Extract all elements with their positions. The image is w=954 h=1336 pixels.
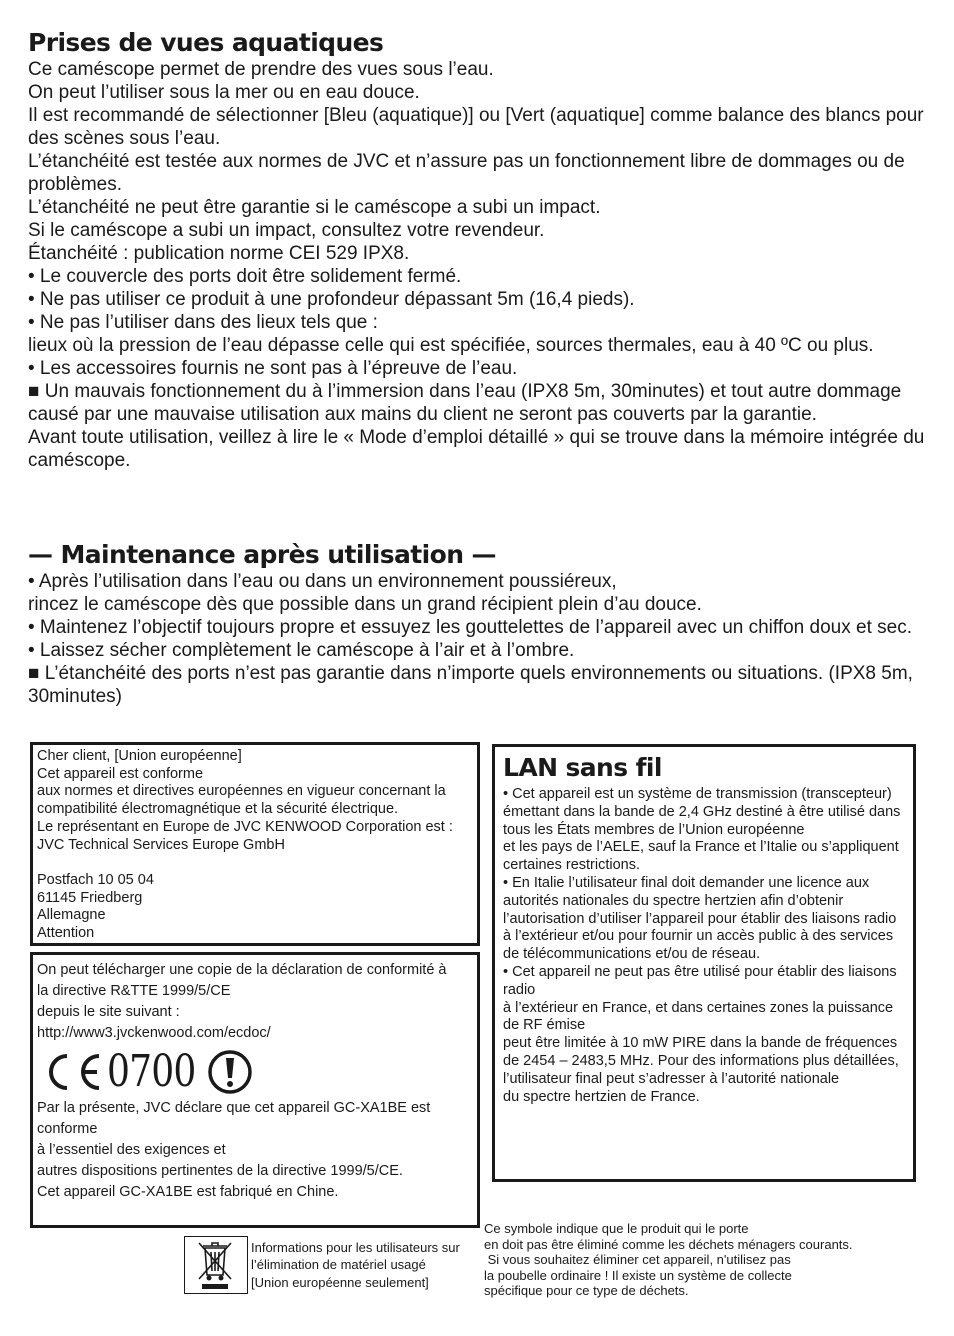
underwater-paragraph: Si le caméscope a subi un impact, consultez votre revendeur. (28, 220, 545, 241)
underwater-paragraph: Ce caméscope permet de prendre des vues sous l’eau. (28, 59, 494, 80)
wireless-lan-line: l’utilisateur final peut s’adresser à l’autorité nationale (503, 1070, 840, 1087)
conformity-marks (39, 1046, 473, 1098)
maintenance-paragraph: • Maintenez l’objectif toujours propre et essuyez les gouttelettes de l’appareil avec un chiffon doux et sec. (28, 617, 912, 638)
disposal-symbol-line: en doit pas être éliminé comme les déchets ménagers courants. (484, 1236, 853, 1252)
underwater-paragraph: • Le couvercle des ports doit être solidement fermé. (28, 266, 462, 287)
maintenance-paragraph: • Après l’utilisation dans l’eau ou dans un environnement poussiéreux, (28, 571, 617, 592)
underwater-paragraph: Étanchéité : publication norme CEI 529 IPX8. (28, 243, 410, 264)
wireless-lan-line: du spectre hertzien de France. (503, 1088, 700, 1105)
eu-notice-line: Le représentant en Europe de JVC KENWOOD Corporation est : JVC Technical Services Europe GmbH (37, 818, 453, 853)
wireless-lan-line: • En Italie l’utilisateur final doit demander une licence aux autorités nationales du spectre hertzien afin d’obtenir l’autorisation d’utiliser l’appareil pour établir des liaisons radio à l’extérieur et/ou pour fournir un accès public à des services (503, 874, 897, 945)
disposal-info-line: Informations pour les utilisateurs sur (251, 1240, 460, 1255)
disposal-symbol-line: spécifique pour ce type de déchets. (484, 1283, 689, 1299)
disposal-symbol-line: Si vous souhaitez éliminer cet appareil, n'utilisez pas (484, 1252, 791, 1268)
eu-notice-line: 61145 Friedberg (37, 889, 143, 906)
declaration-line: Cet appareil GC-XA1BE est fabriqué en Chine. (37, 1184, 339, 1200)
underwater-paragraph: Il est recommandé de sélectionner [Bleu (aquatique)] ou [Vert (aquatique] comme balance des blancs pour des scènes sous l’eau. (28, 105, 924, 149)
declaration-line: Par la présente, JVC déclare que cet appareil GC-XA1BE est conforme (37, 1100, 431, 1137)
wireless-lan-title: LAN sans fil (503, 753, 662, 782)
maintenance-paragraph: • Laissez sécher complètement le caméscope à l’air et à l’ombre. (28, 640, 575, 661)
declaration-box (30, 952, 480, 1228)
underwater-title: Prises de vues aquatiques (28, 28, 384, 57)
disposal-symbol-explanation (484, 1221, 934, 1299)
crossed-out-wheelie-bin-icon (184, 1236, 248, 1294)
ce-mark-icon (39, 1052, 105, 1092)
maintenance-paragraph: ■ L’étanchéité des ports n’est pas garantie dans n’importe quels environnements ou situations. (IPX8 5m, 30minutes) (28, 663, 913, 707)
wireless-lan-line: • Cet appareil ne peut pas être utilisé pour établir des liaisons radio (503, 963, 897, 998)
eu-notice-line: Cher client, [Union européenne] (37, 748, 242, 764)
eu-notice-line: Attention (37, 925, 95, 942)
declaration-link[interactable]: http://www3.jvckenwood.com/ecdoc/ (37, 1025, 271, 1041)
eu-notice-line: Cet appareil est conforme (37, 765, 204, 782)
underwater-section (28, 28, 928, 472)
wireless-lan-line: • Cet appareil est un système de transmission (transcepteur) émettant dans la bande de 2,4 GHz destiné à être utilisé dans tous les États membres de l’Union européenne (503, 786, 901, 838)
underwater-paragraph: L’étanchéité ne peut être garantie si le caméscope a subi un impact. (28, 197, 601, 218)
declaration-line: depuis le site suivant : (37, 1004, 180, 1020)
maintenance-section (28, 540, 928, 708)
underwater-body (28, 58, 928, 472)
underwater-paragraph: Avant toute utilisation, veillez à lire le « Mode d’emploi détaillé » qui se trouve dans la mémoire intégrée du caméscope. (28, 427, 925, 471)
eu-notice-line: Postfach 10 05 04 (37, 871, 154, 888)
declaration-line: autres dispositions pertinentes de la directive 1999/5/CE. (37, 1163, 403, 1179)
maintenance-body (28, 570, 928, 708)
disposal-info-line: l’élimination de matériel usagé (251, 1257, 426, 1273)
wireless-lan-line: à l’extérieur en France, et dans certaines zones la puissance de RF émise (503, 999, 894, 1034)
underwater-paragraph: lieux où la pression de l’eau dépasse celle qui est spécifiée, sources thermales, eau à 40 ºC ou plus. (28, 335, 874, 356)
disposal-info (251, 1239, 491, 1291)
eu-notice-line: aux normes et directives européennes en vigueur concernant la compatibilité électromagnétique et la sécurité électrique. (37, 783, 446, 818)
eu-notice-spacer (37, 854, 473, 872)
underwater-paragraph: • Les accessoires fournis ne sont pas à l’épreuve de l’eau. (28, 358, 518, 379)
underwater-paragraph: • Ne pas utiliser ce produit à une profondeur dépassant 5m (16,4 pieds). (28, 289, 635, 310)
eu-notice-line: Allemagne (37, 907, 106, 924)
alert-mark-icon (207, 1049, 253, 1095)
wireless-lan-line: de 2454 – 2483,5 MHz. Pour des informations plus détaillées, (503, 1052, 899, 1069)
declaration-line: à l’essentiel des exigences et (37, 1142, 226, 1158)
maintenance-paragraph: rincez le caméscope dès que possible dans un grand récipient plein d’au douce. (28, 594, 702, 615)
disposal-symbol-line: Ce symbole indique que le produit qui le porte (484, 1221, 749, 1236)
declaration-line: On peut télécharger une copie de la déclaration de conformité à (37, 962, 447, 978)
wireless-lan-line: et les pays de l’AELE, sauf la France et l’Italie ou s’appliquent certaines restrictions. (503, 839, 899, 874)
notified-body-number: 0700 (107, 1046, 196, 1097)
declaration-line: la directive R&TTE 1999/5/CE (37, 983, 231, 999)
eu-notice-box (30, 742, 480, 946)
underwater-paragraph: L’étanchéité est testée aux normes de JVC et n’assure pas un fonctionnement libre de dommages ou de problèmes. (28, 151, 905, 195)
wireless-lan-line: peut être limitée à 10 mW PIRE dans la bande de fréquences (503, 1035, 898, 1052)
underwater-paragraph: ■ Un mauvais fonctionnement du à l’immersion dans l’eau (IPX8 5m, 30minutes) et tout autre dommage causé par une mauvaise utilisation aux mains du client ne seront pas couverts par la garantie. (28, 381, 902, 425)
underwater-paragraph: On peut l’utiliser sous la mer ou en eau douce. (28, 82, 420, 103)
underwater-paragraph: • Ne pas l’utiliser dans des lieux tels que : (28, 312, 378, 333)
maintenance-title: — Maintenance après utilisation — (28, 540, 496, 569)
disposal-symbol-line: la poubelle ordinaire ! Il existe un système de collecte (484, 1267, 792, 1283)
wireless-lan-box (492, 744, 916, 1182)
disposal-info-line: [Union européenne seulement] (251, 1274, 429, 1290)
wireless-lan-line: de télécommunications et/ou de réseau. (503, 946, 761, 963)
